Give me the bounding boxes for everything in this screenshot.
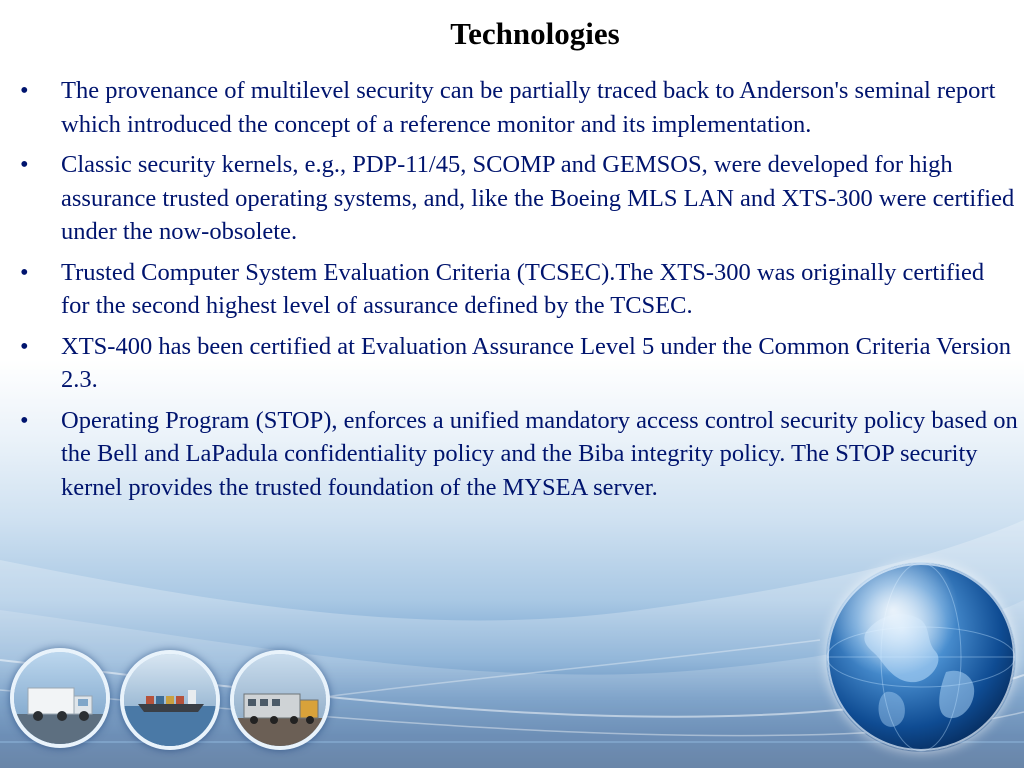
bullet-text: Classic security kernels, e.g., PDP-11/45, SCOMP and GEMSOS, were developed for high assurance trusted operating systems, and, like the Boeing MLS LAN and XTS-300 were certified under the now-obsolete.	[61, 151, 1015, 245]
bullet-item	[20, 148, 1018, 249]
truck-icon	[14, 652, 106, 744]
truck-photo	[10, 648, 110, 748]
bullet-marker: •	[20, 258, 29, 286]
bullet-marker: •	[20, 151, 29, 178]
bullet-text: XTS-400 has been certified at Evaluation Assurance Level 5 under the Common Criteria Version 2.3.	[61, 332, 1012, 393]
bullet-marker: •	[20, 77, 29, 104]
bullet-item	[20, 74, 1018, 141]
ship-icon	[124, 654, 216, 746]
globe-icon	[826, 562, 1016, 752]
bullet-list	[20, 74, 1018, 511]
bullet-item	[20, 404, 1018, 505]
bullet-text: The provenance of multilevel security can be partially traced back to Anderson's seminal report which introduced the concept of a reference monitor and its implementation.	[61, 77, 996, 138]
bullet-marker: •	[20, 406, 29, 434]
ship-photo	[120, 650, 220, 750]
bullet-item	[20, 256, 1018, 323]
globe-graphic	[826, 562, 1016, 752]
train-icon	[234, 654, 326, 746]
train-photo	[230, 650, 330, 750]
bullet-text: Trusted Computer System Evaluation Criteria (TCSEC).The XTS-300 was originally certified for the second highest level of assurance defined by the TCSEC.	[61, 258, 985, 319]
slide-title: Technologies	[450, 16, 620, 51]
bullet-item	[20, 330, 1018, 397]
bullet-marker: •	[20, 332, 29, 360]
bullet-text: Operating Program (STOP), enforces a unified mandatory access control security policy based on the Bell and LaPadula confidentiality policy and the Biba integrity policy. The STOP security kernel provides the trusted foundation of the MYSEA server.	[61, 406, 1018, 501]
